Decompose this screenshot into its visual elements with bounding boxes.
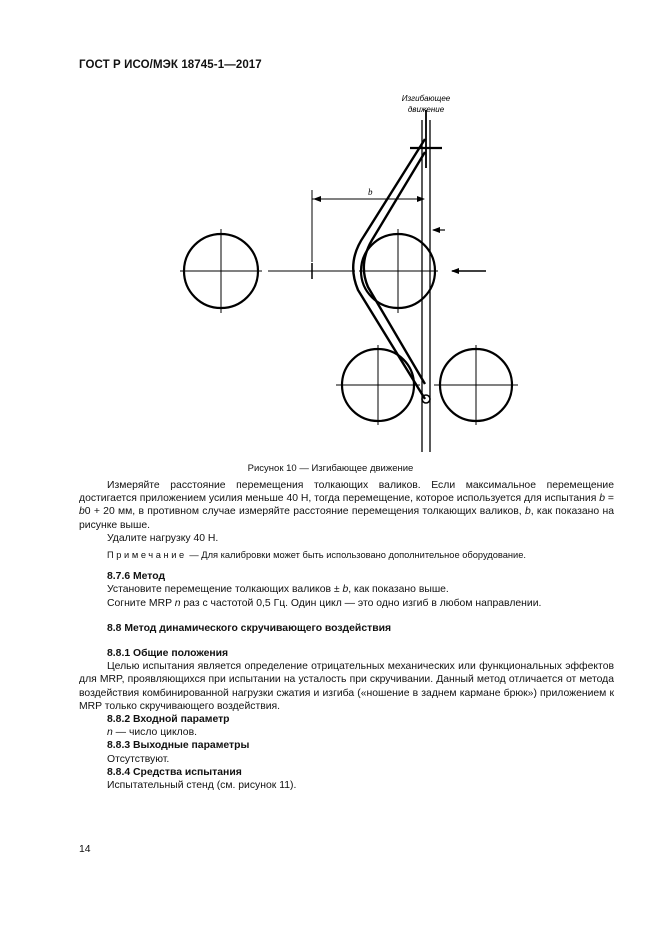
paragraph-purpose: Целью испытания является определение отрицательных механических или функциональных эффектов для MRP, проявляющихся при испытании на усталость при скручивании. Данный метод отличается от метода воздействия комбинированной нагрузки сжатия и изгиба («ношение в заднем кармане брюк») приложением к MRP только скручивающего воздействия. — [79, 661, 614, 712]
body-text — [79, 479, 614, 792]
paragraph-cycles: n — число циклов. — [107, 727, 197, 739]
dimension-label-b: b — [368, 187, 373, 197]
paragraph-set-displacement: Установите перемещение толкающих валиков ± b, как показано выше. — [107, 584, 449, 596]
paragraph-remove-load: Удалите нагрузку 40 Н. — [107, 532, 219, 544]
paragraph-none: Отсутствуют. — [107, 753, 170, 765]
standard-header: ГОСТ Р ИСО/МЭК 18745-1—2017 — [79, 59, 262, 71]
figure-caption: Рисунок 10 — Изгибающее движение — [247, 463, 414, 474]
bending-label-line1: Изгибающее — [401, 94, 451, 103]
heading-8-8-4: 8.8.4 Средства испытания — [107, 766, 242, 778]
note: Примечание — Для калибровки может быть использовано дополнительное оборудование. — [107, 550, 526, 561]
paragraph-measure: Измеряйте расстояние перемещения толкающих валиков. Если максимальное перемещение достигается приложением усилия меньше 40 Н, тогда перемещение, которое используется для испытания b = b0 + 20 мм, в противном случае измеряйте расстояние перемещения толкающих валиков, b, как показано на рисунке выше. — [79, 480, 614, 531]
heading-8-8-1: 8.8.1 Общие положения — [107, 648, 229, 660]
heading-8-7-6: 8.7.6 Метод — [107, 571, 166, 583]
paragraph-test-stand: Испытательный стенд (см. рисунок 11). — [107, 780, 297, 792]
heading-8-8-3: 8.8.3 Выходные параметры — [107, 740, 250, 752]
heading-8-8: 8.8 Метод динамического скручивающего воздействия — [107, 622, 392, 634]
heading-8-8-2: 8.8.2 Входной параметр — [107, 714, 230, 726]
bending-label-line2: движение — [407, 105, 445, 114]
page-number: 14 — [79, 844, 91, 855]
paragraph-bend: Согните MRP n раз с частотой 0,5 Гц. Один цикл — это одно изгиб в любом направлении. — [107, 597, 542, 609]
